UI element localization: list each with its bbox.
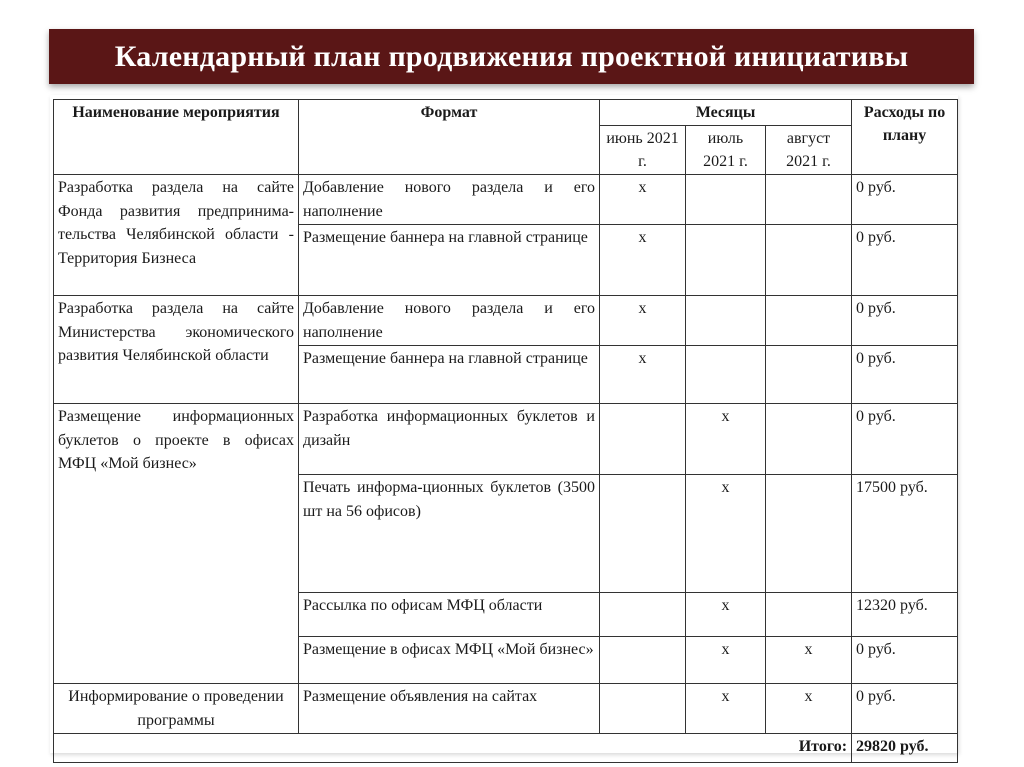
month-mark: х — [766, 684, 852, 734]
format-cell: Рассылка по офисам МФЦ области — [299, 593, 600, 637]
total-label: Итого: — [54, 734, 852, 763]
page-title: Календарный план продвижения проектной инициативы — [114, 39, 909, 73]
header-cost: Расходы по плану — [852, 100, 958, 175]
month-mark: х — [686, 475, 766, 593]
cost-cell: 0 руб. — [852, 684, 958, 734]
month-mark — [686, 225, 766, 296]
format-cell: Добавление нового раздела и его наполнение — [299, 296, 600, 346]
month-mark — [766, 475, 852, 593]
month-mark — [686, 346, 766, 404]
month-mark — [686, 175, 766, 225]
format-cell: Размещение в офисах МФЦ «Мой бизнес» — [299, 637, 600, 684]
cost-cell: 0 руб. — [852, 225, 958, 296]
header-event: Наименование мероприятия — [54, 100, 299, 175]
month-mark — [686, 296, 766, 346]
format-cell: Добавление нового раздела и его наполнение — [299, 175, 600, 225]
cost-cell: 0 руб. — [852, 637, 958, 684]
format-cell: Печать информа-ционных буклетов (3500 шт на 56 офисов) — [299, 475, 600, 593]
format-cell: Размещение баннера на главной странице — [299, 225, 600, 296]
total-value: 29820 руб. — [852, 734, 958, 763]
month-mark: х — [686, 637, 766, 684]
event-cell: Разработка раздела на сайте Фонда развития предпринима-тельства Челябинской области - Территория Бизнеса — [54, 175, 299, 296]
month-mark: х — [686, 684, 766, 734]
month-mark — [766, 346, 852, 404]
format-cell: Размещение баннера на главной странице — [299, 346, 600, 404]
title-bar — [49, 29, 974, 84]
month-mark — [766, 175, 852, 225]
header-months: Месяцы — [600, 100, 852, 126]
month-mark — [600, 593, 686, 637]
month-mark: х — [600, 175, 686, 225]
month-mark — [600, 475, 686, 593]
table-row — [54, 175, 958, 225]
cost-cell: 12320 руб. — [852, 593, 958, 637]
month-mark: х — [686, 404, 766, 475]
month-mark — [766, 593, 852, 637]
total-row — [54, 734, 958, 763]
month-mark — [600, 684, 686, 734]
table-row — [54, 684, 958, 734]
header-month-july: июль 2021 г. — [686, 126, 766, 175]
month-mark — [600, 637, 686, 684]
format-cell: Размещение объявления на сайтах — [299, 684, 600, 734]
month-mark: х — [600, 296, 686, 346]
month-mark: х — [600, 225, 686, 296]
cost-cell: 0 руб. — [852, 404, 958, 475]
month-mark — [766, 296, 852, 346]
month-mark — [766, 404, 852, 475]
event-cell: Информирование о проведении программы — [54, 684, 299, 734]
cost-cell: 0 руб. — [852, 296, 958, 346]
event-cell: Разработка раздела на сайте Министерства экономического развития Челябинской области — [54, 296, 299, 404]
month-mark: х — [600, 346, 686, 404]
month-mark — [766, 225, 852, 296]
calendar-plan-table — [53, 99, 958, 763]
month-mark: х — [686, 593, 766, 637]
cost-cell: 0 руб. — [852, 175, 958, 225]
table-row — [54, 296, 958, 346]
table-row — [54, 404, 958, 475]
format-cell: Разработка информационных буклетов и дизайн — [299, 404, 600, 475]
event-cell: Размещение информационных буклетов о проекте в офисах МФЦ «Мой бизнес» — [54, 404, 299, 684]
header-month-june: июнь 2021 г. — [600, 126, 686, 175]
header-format: Формат — [299, 100, 600, 175]
cost-cell: 0 руб. — [852, 346, 958, 404]
header-month-august: август 2021 г. — [766, 126, 852, 175]
month-mark — [600, 404, 686, 475]
month-mark: х — [766, 637, 852, 684]
cost-cell: 17500 руб. — [852, 475, 958, 593]
